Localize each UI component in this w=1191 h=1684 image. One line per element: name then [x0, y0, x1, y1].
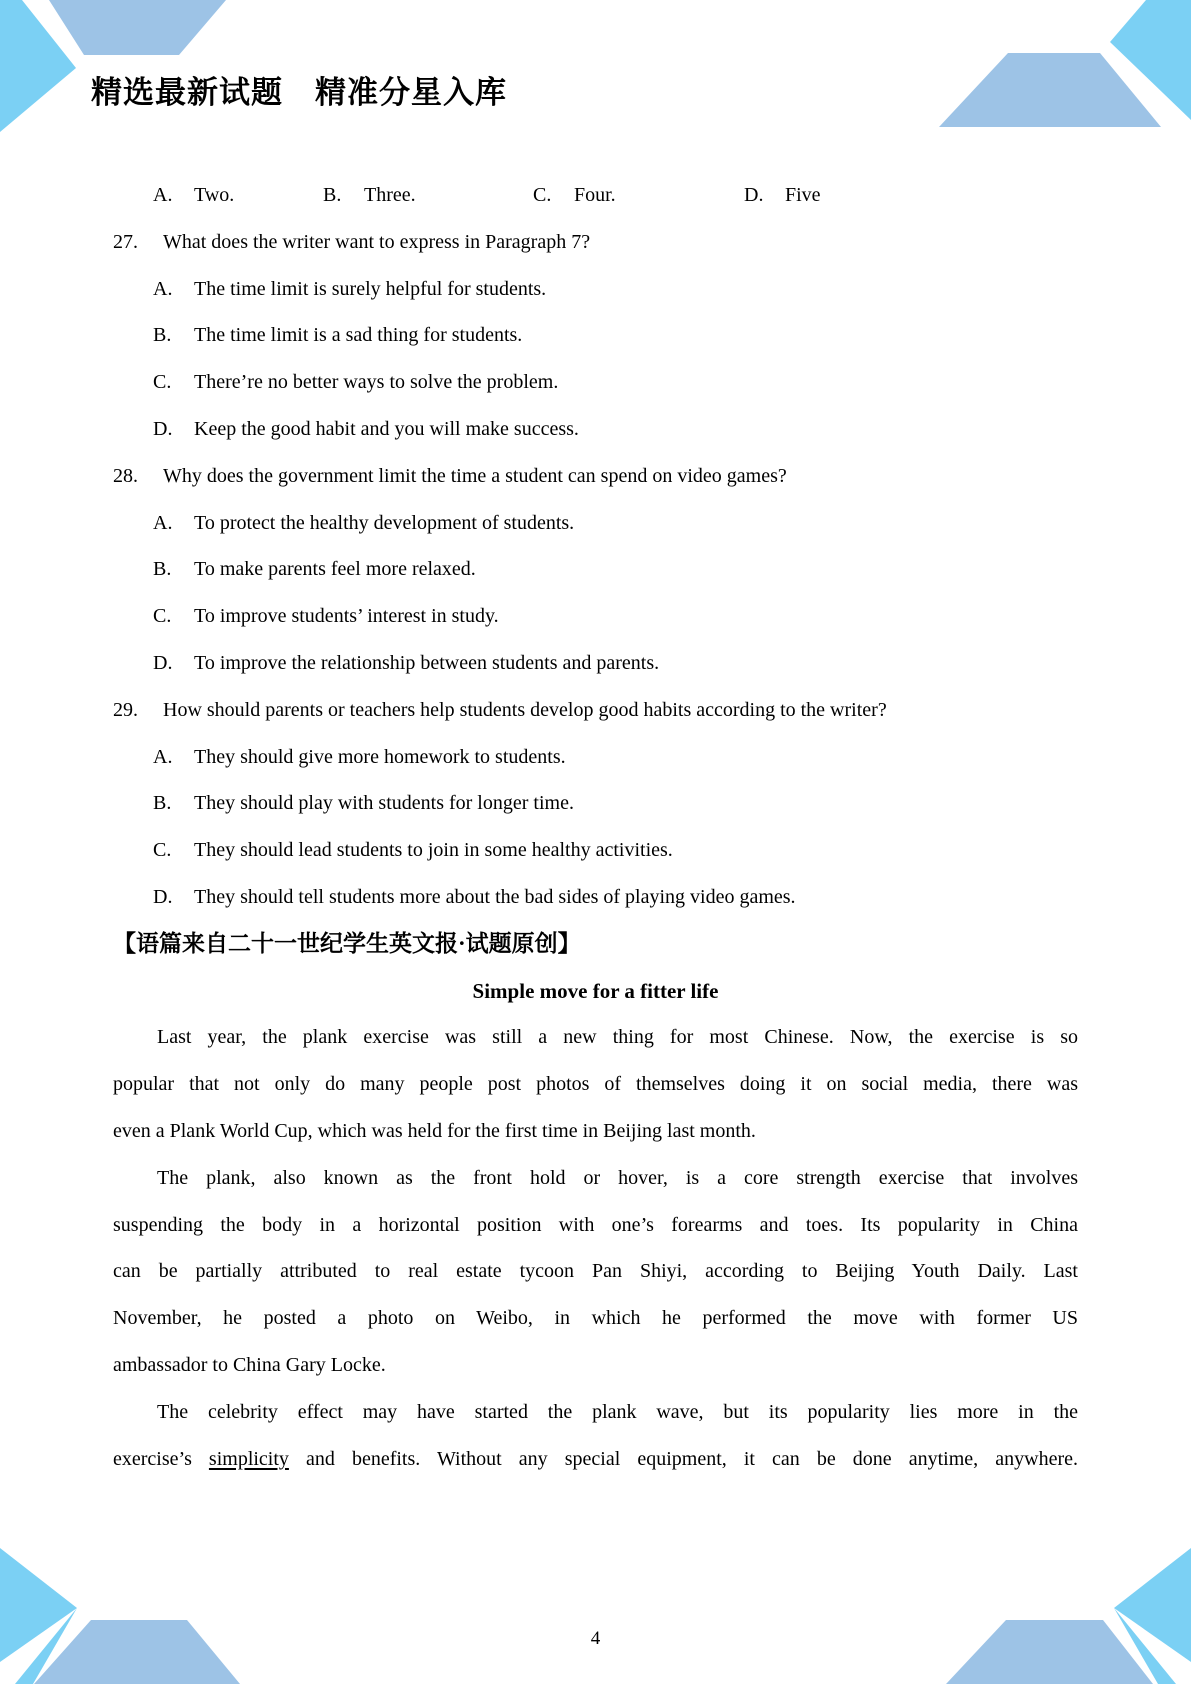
option-text: There’re no better ways to solve the problem. [194, 371, 559, 394]
option-label: A. [153, 745, 173, 768]
question-29-option-b [113, 780, 1078, 827]
option-label: C. [153, 839, 172, 862]
top-left-trapezoid-shape [49, 0, 226, 55]
question-28 [113, 453, 1078, 500]
question-29-option-c [113, 827, 1078, 874]
option-item [744, 172, 821, 219]
passage-paragraph-2-line: suspending the body in a horizontal position with one’s forearms and toes. Its popularity in China [113, 1213, 1078, 1236]
underlined-word: simplicity [208, 1447, 289, 1470]
passage-paragraph-1-line: Last year, the plank exercise was still a new thing for most Chinese. Now, the exercise is so [157, 1026, 1078, 1049]
question-text: Why does the government limit the time a student can spend on video games? [163, 464, 787, 487]
option-text: They should lead students to join in some healthy activities. [194, 839, 673, 862]
option-label: C. [153, 371, 172, 394]
option-text: They should play with students for longer time. [194, 792, 574, 815]
option-label: B. [153, 558, 172, 581]
carryover-options-row [113, 172, 1078, 219]
passage-paragraph-2-line: can be partially attributed to real estate tycoon Pan Shiyi, according to Beijing Youth Daily. Last [113, 1260, 1078, 1283]
question-27-option-c [113, 359, 1078, 406]
page-header-title: 精选最新试题 精准分星入库 [91, 75, 507, 110]
top-right-trapezoid-shape [939, 53, 1161, 127]
question-28-option-d [113, 640, 1078, 687]
question-29-option-a [113, 734, 1078, 781]
option-text: The time limit is a sad thing for students. [194, 324, 523, 347]
option-label: D. [153, 417, 173, 440]
question-29-option-d [113, 874, 1078, 921]
option-label: A. [153, 511, 173, 534]
option-text: To improve the relationship between students and parents. [194, 651, 660, 674]
passage-paragraph-1-line: even a Plank World Cup, which was held for the first time in Beijing last month. [113, 1119, 756, 1142]
passage-paragraph-3-line: exercise’s simplicity and benefits. Without any special equipment, it can be done anytime, anywhere. [113, 1447, 1078, 1470]
option-text: Two. [194, 184, 235, 206]
option-label: B. [153, 324, 172, 347]
question-text: How should parents or teachers help students develop good habits according to the writer? [163, 698, 887, 721]
option-item [323, 172, 416, 219]
option-text: Keep the good habit and you will make success. [194, 417, 579, 440]
option-label: B. [153, 792, 172, 815]
question-27 [113, 219, 1078, 266]
option-text: The time limit is surely helpful for students. [194, 277, 547, 300]
passage-paragraph-1-line: popular that not only do many people post photos of themselves doing it on social media, there was [113, 1073, 1078, 1096]
option-text: To improve students’ interest in study. [194, 605, 499, 628]
passage-title: Simple move for a fitter life [472, 978, 719, 1003]
question-number: 29. [113, 698, 138, 721]
option-text: To make parents feel more relaxed. [194, 558, 476, 581]
option-label: A. [153, 277, 173, 300]
page-number: 4 [590, 1628, 601, 1649]
option-label: B. [323, 184, 342, 206]
option-text: They should give more homework to students. [194, 745, 566, 768]
option-item [533, 172, 616, 219]
option-text: Four. [574, 184, 616, 206]
option-text: Three. [364, 184, 416, 206]
question-28-option-a [113, 500, 1078, 547]
option-label: C. [533, 184, 552, 206]
option-text: Five [785, 184, 821, 206]
option-label: D. [744, 184, 764, 206]
option-label: D. [153, 651, 173, 674]
option-text: They should tell students more about the bad sides of playing video games. [194, 885, 796, 908]
option-label: A. [153, 184, 173, 206]
passage-paragraph-2-line: The plank, also known as the front hold or hover, is a core strength exercise that involves [157, 1166, 1078, 1189]
question-27-option-a [113, 266, 1078, 313]
question-28-option-c [113, 593, 1078, 640]
passage-paragraph-2-line: November, he posted a photo on Weibo, in which he performed the move with former US [113, 1307, 1078, 1330]
question-28-option-b [113, 546, 1078, 593]
option-text: To protect the healthy development of students. [194, 511, 575, 534]
passage-source-note: 【语篇来自二十一世纪学生英文报·试题原创】 [113, 930, 581, 956]
document-content [113, 172, 1078, 1482]
question-27-option-d [113, 406, 1078, 453]
option-item [153, 172, 234, 219]
passage-paragraph-2-line: ambassador to China Gary Locke. [113, 1353, 386, 1376]
passage-paragraph-3-line: The celebrity effect may have started the plank wave, but its popularity lies more in the [157, 1400, 1078, 1423]
question-27-option-b [113, 312, 1078, 359]
question-number: 28. [113, 464, 138, 487]
question-text: What does the writer want to express in Paragraph 7? [163, 230, 591, 253]
option-label: C. [153, 605, 172, 628]
question-29 [113, 687, 1078, 734]
question-number: 27. [113, 230, 138, 253]
option-label: D. [153, 885, 173, 908]
